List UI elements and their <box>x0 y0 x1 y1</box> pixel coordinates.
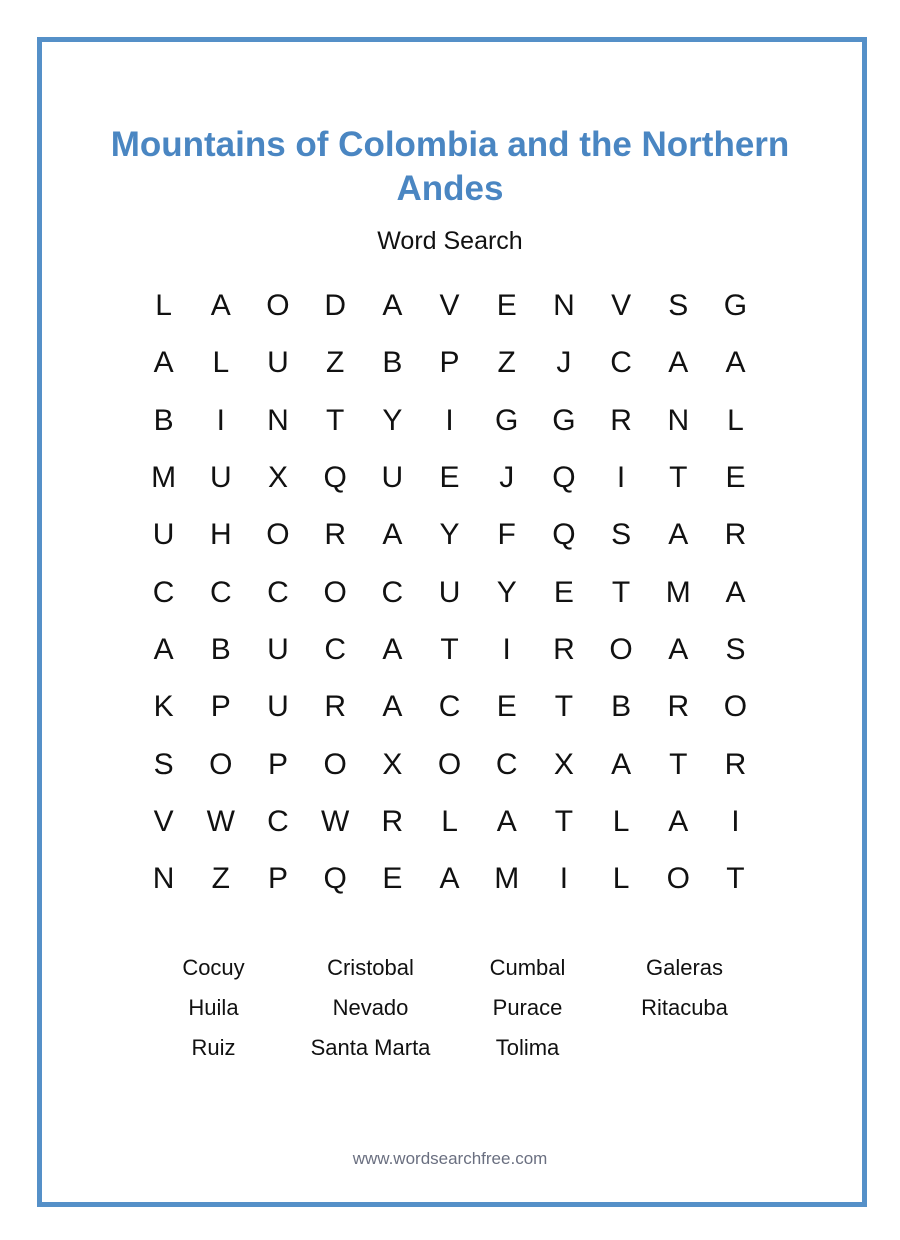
word-list-item: Nevado <box>332 995 409 1020</box>
grid-cell[interactable]: U <box>152 518 175 552</box>
grid-cell[interactable]: I <box>559 862 569 896</box>
grid-cell[interactable]: P <box>267 862 288 896</box>
grid-cell[interactable]: T <box>669 747 688 781</box>
grid-cell[interactable]: A <box>668 804 689 838</box>
grid-cell[interactable]: R <box>610 403 632 437</box>
grid-row <box>135 392 765 449</box>
grid-cell[interactable]: G <box>495 403 519 437</box>
grid-cell[interactable]: V <box>439 289 460 323</box>
word-list-item: Santa Marta <box>310 1035 431 1060</box>
grid-cell[interactable]: R <box>724 747 747 781</box>
grid-row <box>135 334 765 391</box>
grid-cell[interactable]: A <box>382 518 403 552</box>
grid-cell[interactable]: Q <box>323 461 347 495</box>
grid-cell[interactable]: D <box>324 289 346 323</box>
grid-cell[interactable]: R <box>724 518 747 552</box>
grid-cell[interactable]: P <box>267 747 288 781</box>
grid-cell[interactable]: E <box>439 461 460 495</box>
grid-cell[interactable]: E <box>496 690 517 724</box>
grid-row <box>135 850 765 907</box>
grid-cell[interactable]: L <box>727 403 744 437</box>
grid-cell[interactable]: X <box>382 747 403 781</box>
grid-cell[interactable]: Q <box>552 461 576 495</box>
word-list-item: Tolima <box>495 1035 560 1060</box>
grid-cell[interactable]: O <box>323 747 347 781</box>
grid-cell[interactable]: G <box>552 403 576 437</box>
grid-cell[interactable]: O <box>666 862 690 896</box>
grid-row <box>135 793 765 850</box>
grid-cell[interactable]: M <box>151 461 177 495</box>
grid-row <box>135 563 765 620</box>
grid-cell[interactable]: A <box>725 575 746 609</box>
grid-cell[interactable]: M <box>494 862 520 896</box>
grid-cell[interactable]: A <box>668 632 689 666</box>
grid-cell[interactable]: L <box>612 862 630 896</box>
grid-cell[interactable]: C <box>152 575 175 609</box>
grid-cell[interactable]: X <box>267 461 288 495</box>
grid-cell[interactable]: A <box>382 632 403 666</box>
grid-cell[interactable]: A <box>153 632 174 666</box>
grid-cell[interactable]: U <box>209 461 232 495</box>
grid-cell[interactable]: C <box>381 575 404 609</box>
word-list-item: Cristobal <box>327 955 414 980</box>
grid-cell[interactable]: V <box>611 289 632 323</box>
grid-cell[interactable]: G <box>723 289 748 323</box>
grid-cell[interactable]: Y <box>439 518 460 552</box>
grid-cell[interactable]: N <box>152 862 175 896</box>
word-list-item: Ruiz <box>191 1035 236 1060</box>
grid-row <box>135 735 765 792</box>
grid-cell[interactable]: L <box>155 289 172 323</box>
grid-cell[interactable]: O <box>437 747 462 781</box>
grid-cell[interactable]: U <box>267 346 289 380</box>
grid-cell[interactable]: P <box>439 346 460 380</box>
word-list-item: Ritacuba <box>641 995 728 1020</box>
letter-grid <box>135 277 765 907</box>
grid-cell[interactable]: Y <box>496 575 517 609</box>
grid-row <box>135 678 765 735</box>
grid-cell[interactable]: O <box>723 690 748 724</box>
grid-cell[interactable]: Y <box>382 403 403 437</box>
word-list-item: Cocuy <box>182 955 245 980</box>
grid-cell[interactable]: A <box>668 518 689 552</box>
grid-cell[interactable]: R <box>667 690 690 724</box>
grid-cell[interactable]: J <box>556 346 572 380</box>
grid-cell[interactable]: S <box>725 632 746 666</box>
grid-cell[interactable]: E <box>382 862 403 896</box>
grid-cell[interactable]: E <box>553 575 574 609</box>
grid-cell[interactable]: E <box>496 289 517 323</box>
word-list <box>135 948 765 1068</box>
grid-row <box>135 449 765 506</box>
grid-cell[interactable]: A <box>611 747 632 781</box>
footer-url[interactable]: www.wordsearchfree.com <box>352 1149 548 1168</box>
grid-cell[interactable]: C <box>267 804 289 838</box>
grid-cell[interactable]: L <box>612 804 630 838</box>
grid-cell[interactable]: O <box>266 289 290 323</box>
grid-cell[interactable]: C <box>438 690 461 724</box>
grid-cell[interactable]: V <box>153 804 174 838</box>
grid-cell[interactable]: F <box>497 518 516 552</box>
grid-cell[interactable]: B <box>210 632 231 666</box>
grid-cell[interactable]: I <box>445 403 454 437</box>
grid-cell[interactable]: A <box>668 346 689 380</box>
grid-cell[interactable]: T <box>554 804 574 838</box>
word-list-item: Purace <box>492 995 563 1020</box>
grid-cell[interactable]: I <box>502 632 511 666</box>
page-title: Mountains of Colombia and the Northern Andes <box>110 125 790 208</box>
grid-cell[interactable]: Q <box>323 862 347 896</box>
grid-cell[interactable]: L <box>441 804 458 838</box>
grid-cell[interactable]: S <box>668 289 689 323</box>
grid-cell[interactable]: S <box>153 747 174 781</box>
grid-cell[interactable]: T <box>669 461 688 495</box>
grid-cell[interactable]: R <box>381 804 404 838</box>
grid-cell[interactable]: N <box>553 289 575 323</box>
grid-cell[interactable]: Z <box>497 346 516 380</box>
grid-cell[interactable]: C <box>267 575 289 609</box>
grid-cell[interactable]: R <box>324 518 346 552</box>
grid-cell[interactable]: L <box>212 346 230 380</box>
grid-cell[interactable]: A <box>439 862 460 896</box>
grid-cell[interactable]: H <box>209 518 232 552</box>
grid-cell[interactable]: U <box>438 575 461 609</box>
grid-cell[interactable]: J <box>499 461 515 495</box>
grid-row <box>135 621 765 678</box>
grid-cell[interactable]: B <box>382 346 403 380</box>
grid-cell[interactable]: A <box>382 289 403 323</box>
grid-cell[interactable]: I <box>216 403 225 437</box>
grid-cell[interactable]: Z <box>325 346 345 380</box>
grid-cell[interactable]: A <box>382 690 403 724</box>
grid-cell[interactable]: T <box>554 690 574 724</box>
grid-cell[interactable]: Q <box>552 518 576 552</box>
grid-cell[interactable]: T <box>726 862 745 896</box>
grid-row <box>135 277 765 334</box>
grid-cell[interactable]: K <box>153 690 174 724</box>
grid-cell[interactable]: R <box>324 690 346 724</box>
grid-cell[interactable]: P <box>210 690 231 724</box>
grid-cell[interactable]: T <box>440 632 459 666</box>
word-list-item: Galeras <box>645 955 724 980</box>
word-list-item: Cumbal <box>489 955 566 980</box>
grid-cell[interactable]: A <box>210 289 231 323</box>
grid-cell[interactable]: X <box>553 747 574 781</box>
grid-cell[interactable]: S <box>611 518 632 552</box>
grid-cell[interactable]: A <box>153 346 174 380</box>
grid-cell[interactable]: W <box>206 804 235 838</box>
grid-cell[interactable]: O <box>323 575 347 609</box>
grid-cell[interactable]: U <box>267 632 289 666</box>
grid-cell[interactable]: E <box>725 461 746 495</box>
word-list-item: Huila <box>188 995 239 1020</box>
grid-cell[interactable]: O <box>209 747 233 781</box>
page-subtitle: Word Search <box>377 227 523 255</box>
grid-cell[interactable]: U <box>267 690 289 724</box>
grid-cell[interactable]: A <box>725 346 746 380</box>
grid-row <box>135 506 765 563</box>
grid-cell[interactable]: O <box>609 632 633 666</box>
grid-cell[interactable]: N <box>267 403 289 437</box>
grid-cell[interactable]: W <box>320 804 350 838</box>
grid-cell[interactable]: U <box>381 461 404 495</box>
grid-cell[interactable]: Z <box>211 862 230 896</box>
grid-cell[interactable]: C <box>495 747 518 781</box>
grid-cell[interactable]: B <box>611 690 632 724</box>
grid-cell[interactable]: N <box>667 403 690 437</box>
grid-cell[interactable]: R <box>553 632 575 666</box>
grid-cell[interactable]: C <box>209 575 232 609</box>
grid-cell[interactable]: C <box>324 632 346 666</box>
grid-cell[interactable]: I <box>616 461 626 495</box>
grid-cell[interactable]: A <box>496 804 517 838</box>
grid-cell[interactable]: I <box>731 804 740 838</box>
grid-cell[interactable]: C <box>610 346 632 380</box>
grid-cell[interactable]: T <box>611 575 631 609</box>
grid-cell[interactable]: T <box>325 403 345 437</box>
grid-cell[interactable]: O <box>266 518 290 552</box>
grid-cell[interactable]: M <box>665 575 691 609</box>
grid-cell[interactable]: B <box>153 403 174 437</box>
